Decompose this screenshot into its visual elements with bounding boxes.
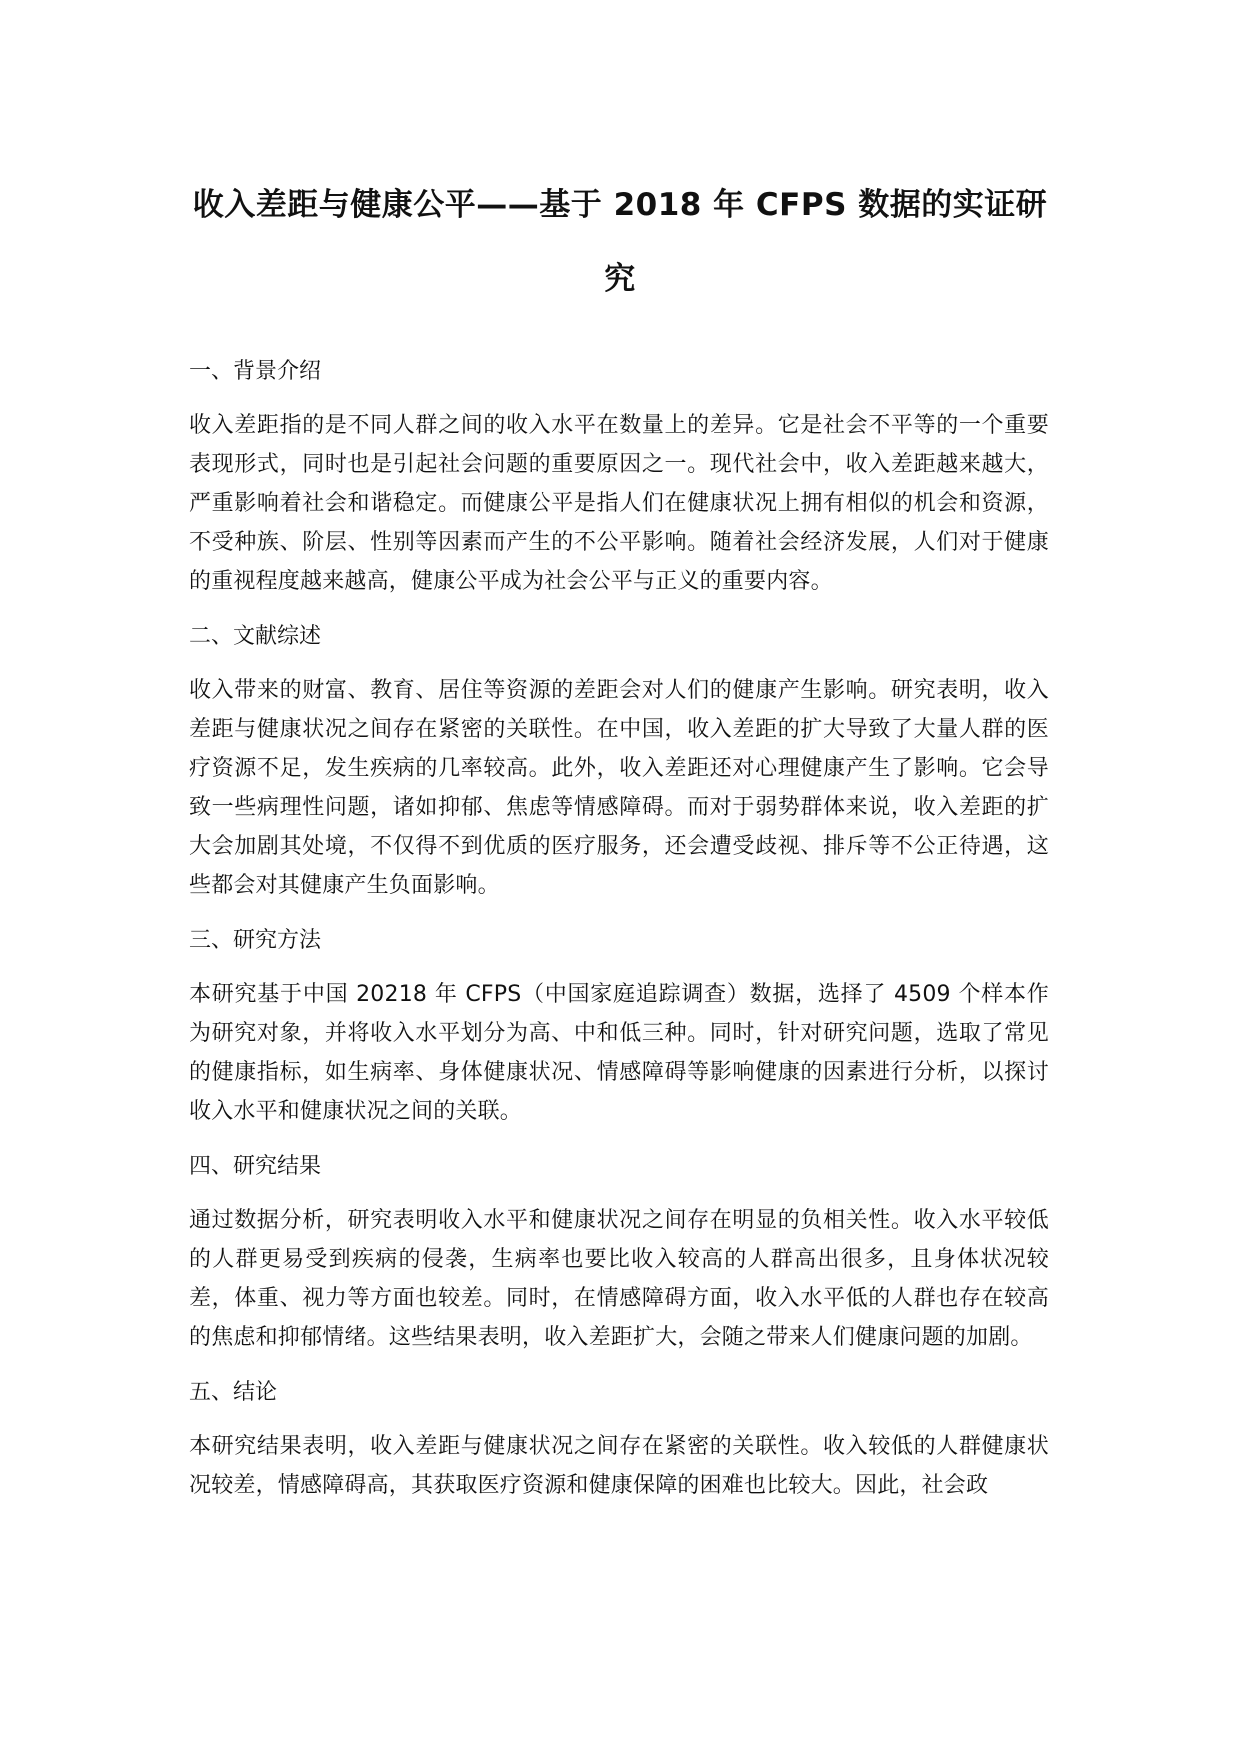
section-methods <box>189 922 1049 1131</box>
section-results <box>189 1148 1049 1357</box>
document-body <box>189 353 1049 1505</box>
title-line-1: 收入差距与健康公平——基于 2018 年 CFPS 数据的实证研 <box>192 187 1048 223</box>
section-paragraph: 本研究结果表明，收入差距与健康状况之间存在紧密的关联性。收入较低的人群健康状况较差，情感障碍高，其获取医疗资源和健康保障的困难也比较大。因此，社会政 <box>189 1434 1049 1498</box>
document-title <box>180 168 1060 316</box>
section-literature-review <box>189 618 1049 905</box>
section-heading: 二、文献综述 <box>189 624 322 649</box>
section-paragraph: 收入差距指的是不同人群之间的收入水平在数量上的差异。它是社会不平等的一个重要表现形式，同时也是引起社会问题的重要原因之一。现代社会中，收入差距越来越大，严重影响着社会和谐稳定。而健康公平是指人们在健康状况上拥有相似的机会和资源，不受种族、阶层、性别等因素而产生的不公平影响。随着社会经济发展，人们对于健康的重视程度越来越高，健康公平成为社会公平与正义的重要内容。 <box>189 413 1049 594</box>
section-heading: 三、研究方法 <box>189 928 322 953</box>
section-paragraph: 收入带来的财富、教育、居住等资源的差距会对人们的健康产生影响。研究表明，收入差距与健康状况之间存在紧密的关联性。在中国，收入差距的扩大导致了大量人群的医疗资源不足，发生疾病的几率较高。此外，收入差距还对心理健康产生了影响。它会导致一些病理性问题，诸如抑郁、焦虑等情感障碍。而对于弱势群体来说，收入差距的扩大会加剧其处境，不仅得不到优质的医疗服务，还会遭受歧视、排斥等不公正待遇，这些都会对其健康产生负面影响。 <box>189 678 1049 898</box>
section-conclusion <box>189 1374 1049 1505</box>
section-heading: 四、研究结果 <box>189 1154 322 1179</box>
section-paragraph: 通过数据分析，研究表明收入水平和健康状况之间存在明显的负相关性。收入水平较低的人群更易受到疾病的侵袭，生病率也要比收入较高的人群高出很多，且身体状况较差，体重、视力等方面也较差。同时，在情感障碍方面，收入水平低的人群也存在较高的焦虑和抑郁情绪。这些结果表明，收入差距扩大，会随之带来人们健康问题的加剧。 <box>189 1208 1049 1350</box>
section-heading: 五、结论 <box>189 1380 278 1405</box>
section-heading: 一、背景介绍 <box>189 359 322 384</box>
title-line-2: 究 <box>604 261 636 297</box>
section-background <box>189 353 1049 601</box>
section-paragraph: 本研究基于中国 20218 年 CFPS（中国家庭追踪调查）数据，选择了 4509 个样本作为研究对象，并将收入水平划分为高、中和低三种。同时，针对研究问题，选取了常见的健康指标，如生病率、身体健康状况、情感障碍等影响健康的因素进行分析，以探讨收入水平和健康状况之间的关联。 <box>189 982 1049 1124</box>
